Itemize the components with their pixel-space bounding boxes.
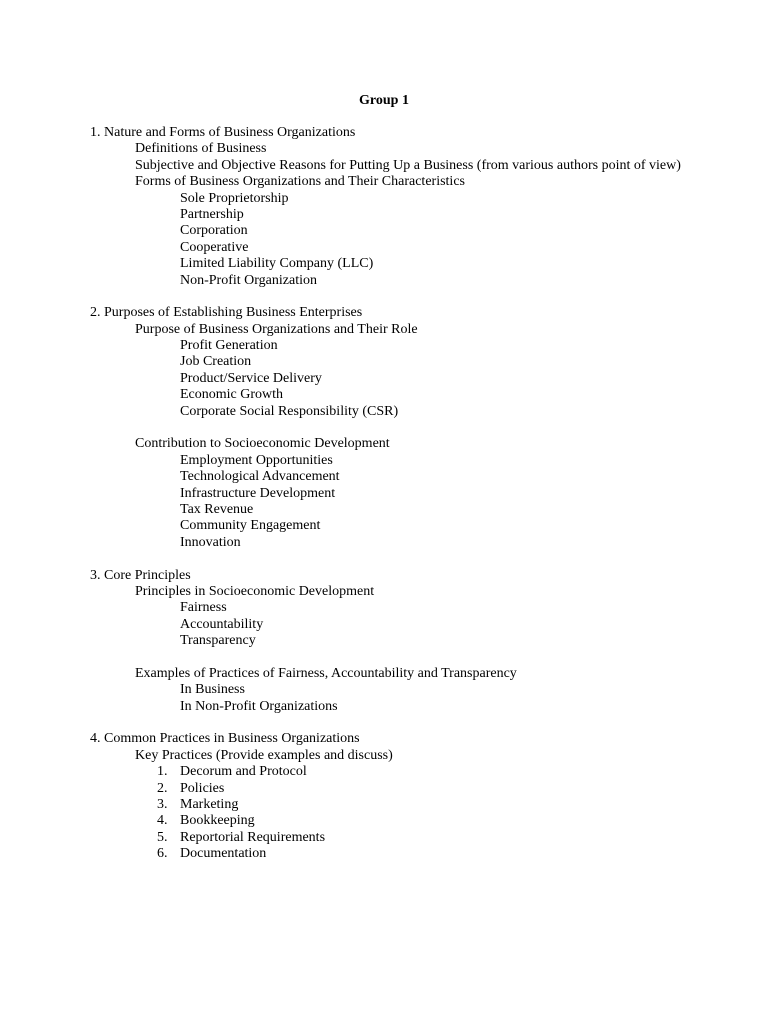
outline-subitem: Product/Service Delivery [180, 370, 322, 386]
section-heading: 1. Nature and Forms of Business Organizations [90, 125, 356, 140]
section-1 [90, 125, 760, 289]
outline-item: Subjective and Objective Reasons for Putting Up a Business (from various authors point of view) [135, 157, 681, 173]
item-text: Marketing [180, 797, 239, 813]
outline-subitem: Employment Opportunities [180, 452, 333, 468]
outline-subitem: Fairness [180, 600, 227, 616]
numbered-item [90, 781, 760, 797]
outline-subitem: Transparency [180, 633, 256, 649]
outline-subitem: Non-Profit Organization [180, 272, 317, 288]
document-title: Group 1 [359, 93, 409, 108]
numbered-item [90, 830, 760, 846]
section-3 [90, 568, 760, 716]
item-text: Policies [180, 780, 225, 796]
outline-subitem: Partnership [180, 206, 244, 222]
outline-subitem: Corporation [180, 223, 248, 239]
outline-subitem: Job Creation [180, 354, 252, 370]
blank-line [90, 289, 760, 305]
outline-subitem: Profit Generation [180, 338, 278, 354]
numbered-item [90, 846, 760, 862]
blank-line [90, 715, 760, 731]
item-number: 5. [157, 829, 168, 845]
section-4 [90, 731, 760, 862]
section-2 [90, 305, 760, 551]
outline-subitem: In Non-Profit Organizations [180, 698, 338, 714]
item-number: 4. [157, 813, 168, 829]
outline-item: Examples of Practices of Fairness, Accountability and Transparency [135, 665, 517, 681]
item-text: Reportorial Requirements [180, 829, 326, 845]
section-heading: 2. Purposes of Establishing Business Enterprises [90, 305, 363, 321]
numbered-item [90, 797, 760, 813]
outline-subitem: Tax Revenue [180, 501, 254, 517]
section-heading: 4. Common Practices in Business Organizations [90, 731, 360, 747]
outline-subitem: Community Engagement [180, 518, 321, 534]
outline-subitem: Innovation [180, 534, 241, 550]
item-number: 2. [157, 780, 168, 796]
outline-subitem: Technological Advancement [180, 469, 340, 485]
item-number: 6. [157, 846, 168, 862]
outline-item: Key Practices (Provide examples and discuss) [135, 747, 393, 763]
section-heading: 3. Core Principles [90, 567, 191, 583]
outline-item: Definitions of Business [135, 141, 267, 157]
outline-subitem: Infrastructure Development [180, 485, 336, 501]
blank-line [90, 420, 760, 436]
outline-subitem: Accountability [180, 616, 264, 632]
numbered-item [90, 764, 760, 780]
outline-subitem: Sole Proprietorship [180, 190, 289, 206]
outline-item: Forms of Business Organizations and Their Characteristics [135, 174, 465, 190]
outline-subitem: Limited Liability Company (LLC) [180, 256, 374, 272]
outline-subitem: In Business [180, 682, 245, 698]
outline-subitem: Corporate Social Responsibility (CSR) [180, 403, 399, 419]
outline-item: Principles in Socioeconomic Development [135, 583, 375, 599]
outline-item: Contribution to Socioeconomic Development [135, 436, 390, 452]
outline [90, 125, 760, 863]
blank-line [90, 551, 760, 567]
numbered-item [90, 813, 760, 829]
outline-subitem: Economic Growth [180, 387, 284, 403]
blank-line [90, 650, 760, 666]
outline-subitem: Cooperative [180, 239, 249, 255]
outline-item: Purpose of Business Organizations and Their Role [135, 321, 418, 337]
item-text: Bookkeeping [180, 813, 255, 829]
item-text: Decorum and Protocol [180, 764, 307, 780]
item-number: 3. [157, 797, 168, 813]
item-text: Documentation [180, 846, 267, 862]
item-number: 1. [157, 764, 168, 780]
